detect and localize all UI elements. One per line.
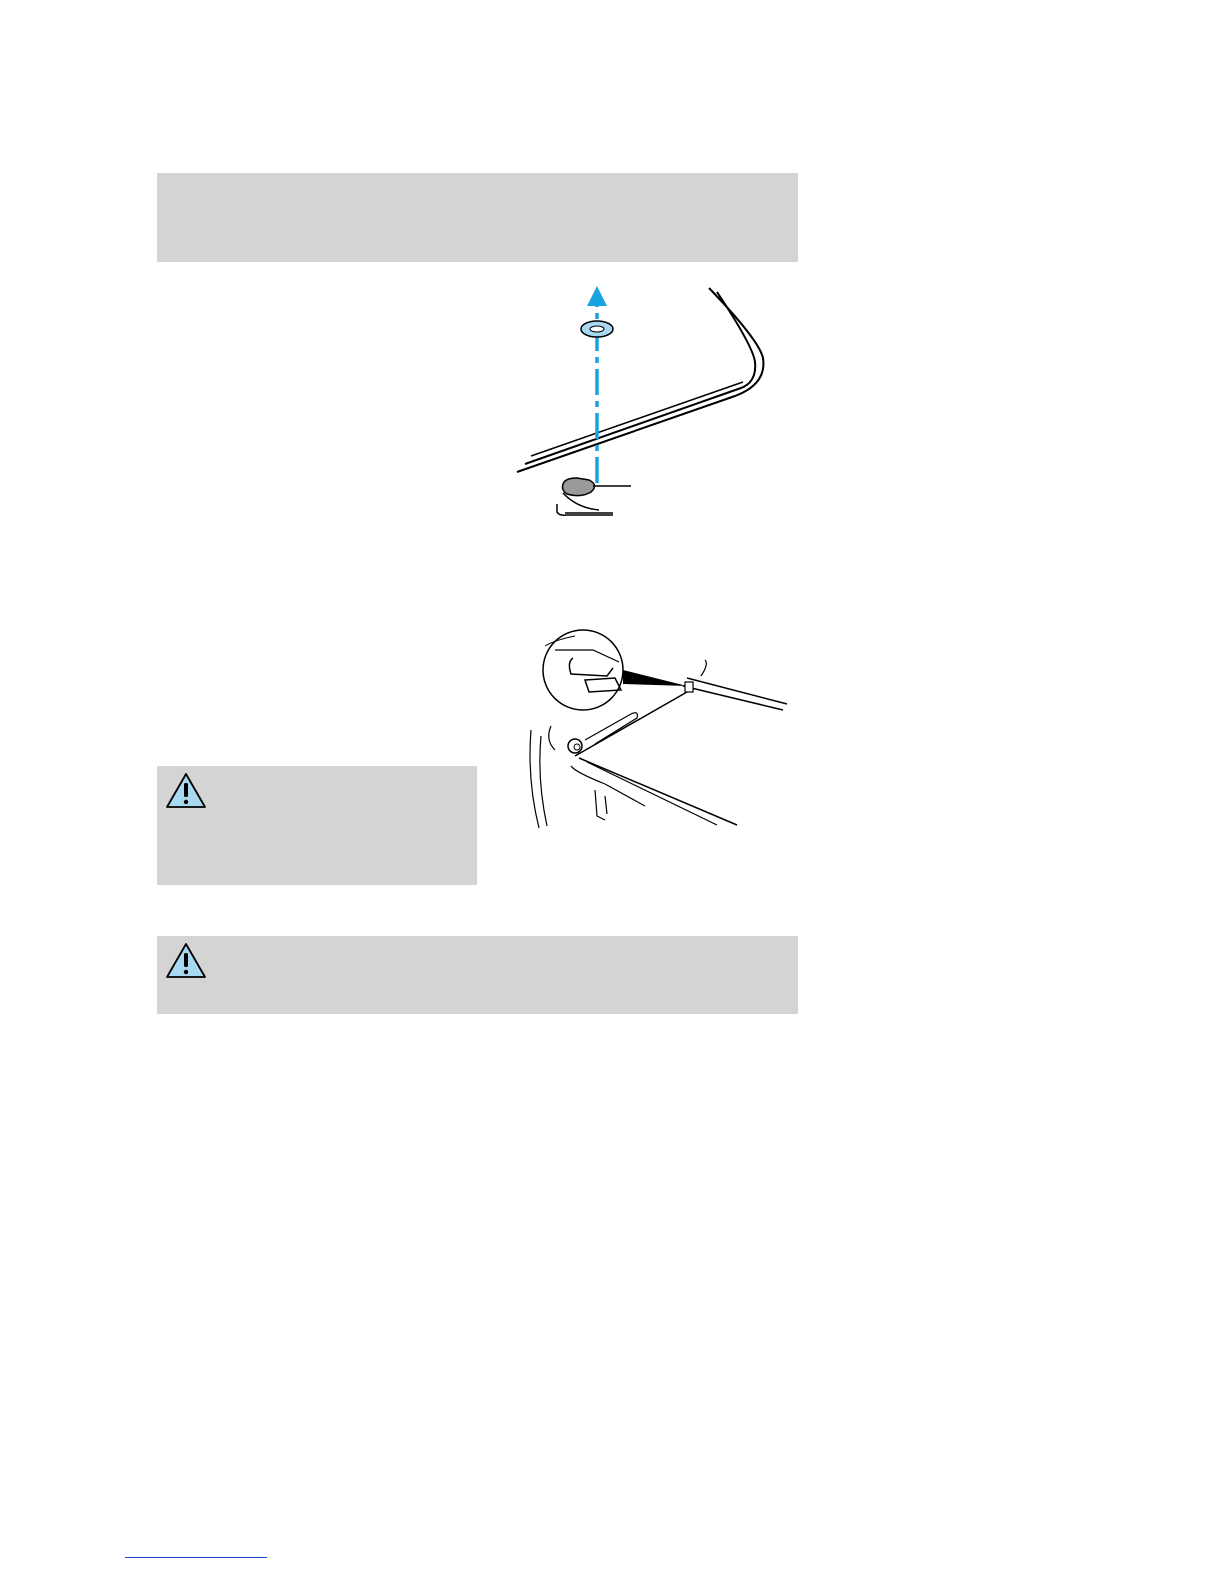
section-header-band [157,173,798,262]
hinge-pin-removal-illustration [505,278,805,528]
warning-box [157,766,477,885]
pin-knob-icon [563,478,595,496]
footer-link-underline[interactable] [125,1557,267,1558]
cargo-cover-latch-illustration [515,620,805,835]
warning-triangle-icon [165,772,207,810]
warning-box [157,936,798,1014]
up-arrow-icon [587,286,607,306]
warning-triangle-icon [165,942,207,980]
